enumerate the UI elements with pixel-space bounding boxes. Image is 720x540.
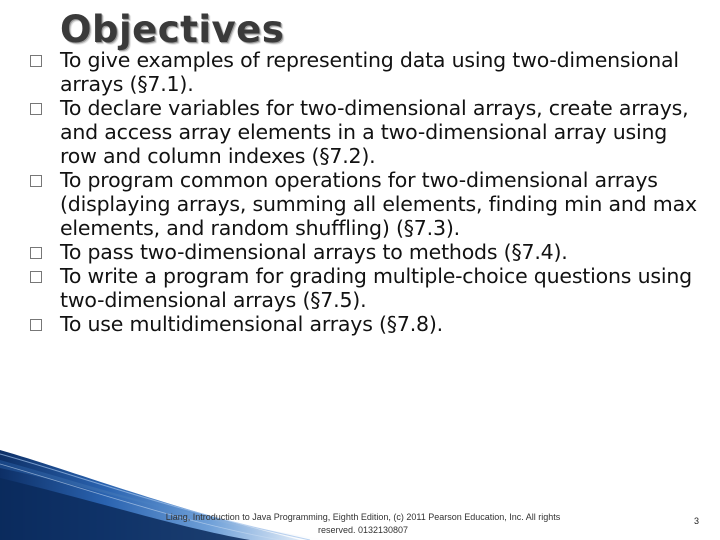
- page-number: 3: [694, 516, 700, 526]
- list-item: [30, 96, 710, 168]
- list-item: [30, 264, 710, 312]
- checkbox-bullet-icon: [30, 247, 42, 259]
- list-item: [30, 312, 710, 336]
- bullet-text: To program common operations for two-dimensional arrays (displaying arrays, summing all elements, finding min and max elements, and random shuffling) (§7.3).: [60, 168, 697, 240]
- bullet-text: To declare variables for two-dimensional arrays, create arrays, and access array elements in a two-dimensional array using row and column indexes (§7.2).: [60, 96, 689, 168]
- bullet-text: To write a program for grading multiple-choice questions using two-dimensional arrays (§7.5).: [60, 264, 692, 312]
- list-item: [30, 240, 710, 264]
- checkbox-bullet-icon: [30, 271, 42, 283]
- objectives-list: [30, 48, 710, 336]
- list-item: [30, 168, 710, 240]
- bullet-text: To use multidimensional arrays (§7.8).: [60, 312, 443, 336]
- bullet-text: To give examples of representing data using two-dimensional arrays (§7.1).: [60, 48, 679, 96]
- footer-copyright: Liang, Introduction to Java Programming, Eighth Edition, (c) 2011 Pearson Education, Inc. All rights reserved. 0132130807: [165, 512, 561, 535]
- checkbox-bullet-icon: [30, 103, 42, 115]
- checkbox-bullet-icon: [30, 55, 42, 67]
- bullet-text: To pass two-dimensional arrays to methods (§7.4).: [60, 240, 568, 264]
- slide-title: Objectives: [60, 8, 285, 51]
- checkbox-bullet-icon: [30, 319, 42, 331]
- list-item: [30, 48, 710, 96]
- checkbox-bullet-icon: [30, 175, 42, 187]
